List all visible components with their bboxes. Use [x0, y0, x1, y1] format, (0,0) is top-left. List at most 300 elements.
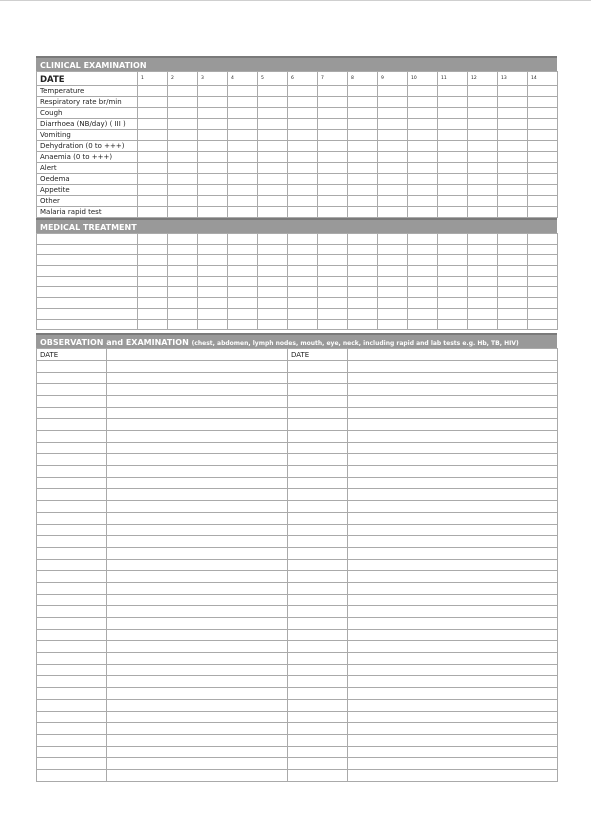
treatment-entry-cell[interactable] [528, 234, 558, 245]
treatment-entry-cell[interactable] [438, 298, 468, 309]
clinical-entry-cell[interactable] [138, 152, 168, 163]
observation-date-cell[interactable] [37, 758, 107, 770]
clinical-entry-cell[interactable] [288, 185, 318, 196]
treatment-name-cell[interactable] [37, 308, 138, 319]
observation-notes-cell[interactable] [107, 512, 288, 524]
treatment-entry-cell[interactable] [498, 319, 528, 330]
treatment-entry-cell[interactable] [348, 266, 378, 277]
treatment-entry-cell[interactable] [498, 308, 528, 319]
clinical-entry-cell[interactable] [198, 163, 228, 174]
treatment-entry-cell[interactable] [498, 298, 528, 309]
observation-date-cell[interactable] [288, 431, 348, 443]
observation-date-cell[interactable] [288, 524, 348, 536]
treatment-entry-cell[interactable] [288, 319, 318, 330]
clinical-entry-cell[interactable] [528, 108, 558, 119]
observation-notes-cell[interactable] [107, 582, 288, 594]
treatment-entry-cell[interactable] [168, 287, 198, 298]
clinical-entry-cell[interactable] [528, 163, 558, 174]
clinical-entry-cell[interactable] [408, 97, 438, 108]
treatment-entry-cell[interactable] [318, 244, 348, 255]
clinical-entry-cell[interactable] [228, 130, 258, 141]
observation-date-cell[interactable] [288, 653, 348, 665]
treatment-entry-cell[interactable] [258, 287, 288, 298]
treatment-entry-cell[interactable] [198, 244, 228, 255]
treatment-entry-cell[interactable] [228, 308, 258, 319]
observation-notes-cell[interactable] [107, 372, 288, 384]
treatment-entry-cell[interactable] [528, 244, 558, 255]
treatment-entry-cell[interactable] [258, 244, 288, 255]
observation-date-cell[interactable] [288, 746, 348, 758]
clinical-entry-cell[interactable] [168, 130, 198, 141]
observation-date-cell[interactable] [288, 501, 348, 513]
clinical-entry-cell[interactable] [348, 119, 378, 130]
clinical-entry-cell[interactable] [318, 185, 348, 196]
clinical-entry-cell[interactable] [498, 86, 528, 97]
clinical-entry-cell[interactable] [198, 108, 228, 119]
clinical-entry-cell[interactable] [468, 130, 498, 141]
treatment-entry-cell[interactable] [288, 308, 318, 319]
treatment-entry-cell[interactable] [288, 234, 318, 245]
clinical-entry-cell[interactable] [438, 108, 468, 119]
treatment-entry-cell[interactable] [228, 319, 258, 330]
observation-notes-cell[interactable] [107, 746, 288, 758]
treatment-entry-cell[interactable] [168, 319, 198, 330]
treatment-entry-cell[interactable] [228, 276, 258, 287]
observation-notes-cell[interactable] [348, 629, 558, 641]
clinical-entry-cell[interactable] [348, 97, 378, 108]
treatment-entry-cell[interactable] [318, 255, 348, 266]
treatment-entry-cell[interactable] [438, 308, 468, 319]
clinical-entry-cell[interactable] [318, 207, 348, 218]
treatment-entry-cell[interactable] [408, 255, 438, 266]
clinical-entry-cell[interactable] [288, 141, 318, 152]
clinical-entry-cell[interactable] [168, 196, 198, 207]
treatment-entry-cell[interactable] [198, 287, 228, 298]
observation-date-cell[interactable] [37, 524, 107, 536]
clinical-entry-cell[interactable] [528, 185, 558, 196]
clinical-entry-cell[interactable] [378, 119, 408, 130]
clinical-entry-cell[interactable] [168, 86, 198, 97]
treatment-entry-cell[interactable] [288, 255, 318, 266]
clinical-entry-cell[interactable] [348, 185, 378, 196]
observation-date-cell[interactable] [37, 769, 107, 781]
observation-notes-cell[interactable] [107, 419, 288, 431]
clinical-entry-cell[interactable] [168, 152, 198, 163]
observation-notes-cell[interactable] [348, 477, 558, 489]
observation-notes-cell[interactable] [348, 641, 558, 653]
treatment-name-cell[interactable] [37, 298, 138, 309]
clinical-entry-cell[interactable] [468, 86, 498, 97]
clinical-entry-cell[interactable] [438, 130, 468, 141]
clinical-entry-cell[interactable] [168, 108, 198, 119]
clinical-entry-cell[interactable] [288, 97, 318, 108]
observation-date-cell[interactable] [288, 734, 348, 746]
treatment-entry-cell[interactable] [138, 255, 168, 266]
treatment-entry-cell[interactable] [378, 234, 408, 245]
treatment-entry-cell[interactable] [198, 276, 228, 287]
observation-date-cell[interactable] [37, 571, 107, 583]
observation-notes-cell[interactable] [348, 512, 558, 524]
treatment-entry-cell[interactable] [288, 276, 318, 287]
clinical-entry-cell[interactable] [468, 185, 498, 196]
observation-date-cell[interactable] [288, 395, 348, 407]
clinical-entry-cell[interactable] [168, 185, 198, 196]
clinical-entry-cell[interactable] [258, 174, 288, 185]
observation-date-cell[interactable] [288, 769, 348, 781]
treatment-entry-cell[interactable] [318, 266, 348, 277]
treatment-entry-cell[interactable] [348, 298, 378, 309]
observation-date-cell[interactable] [288, 407, 348, 419]
observation-notes-cell[interactable] [348, 524, 558, 536]
observation-date-cell[interactable] [288, 360, 348, 372]
clinical-entry-cell[interactable] [288, 163, 318, 174]
clinical-entry-cell[interactable] [348, 108, 378, 119]
observation-notes-cell[interactable] [348, 349, 558, 361]
observation-date-cell[interactable] [37, 360, 107, 372]
treatment-entry-cell[interactable] [348, 319, 378, 330]
treatment-entry-cell[interactable] [438, 244, 468, 255]
observation-notes-cell[interactable] [107, 349, 288, 361]
observation-date-cell[interactable] [288, 454, 348, 466]
treatment-entry-cell[interactable] [258, 298, 288, 309]
observation-notes-cell[interactable] [348, 688, 558, 700]
clinical-entry-cell[interactable] [258, 152, 288, 163]
observation-notes-cell[interactable] [348, 501, 558, 513]
clinical-entry-cell[interactable] [288, 86, 318, 97]
treatment-entry-cell[interactable] [528, 255, 558, 266]
clinical-entry-cell[interactable] [468, 163, 498, 174]
treatment-entry-cell[interactable] [528, 266, 558, 277]
clinical-entry-cell[interactable] [288, 152, 318, 163]
observation-notes-cell[interactable] [107, 360, 288, 372]
treatment-entry-cell[interactable] [318, 319, 348, 330]
observation-date-cell[interactable] [37, 688, 107, 700]
observation-date-cell[interactable] [37, 547, 107, 559]
treatment-name-cell[interactable] [37, 255, 138, 266]
clinical-entry-cell[interactable] [348, 196, 378, 207]
clinical-entry-cell[interactable] [168, 163, 198, 174]
treatment-name-cell[interactable] [37, 287, 138, 298]
clinical-entry-cell[interactable] [228, 163, 258, 174]
clinical-entry-cell[interactable] [198, 152, 228, 163]
observation-date-cell[interactable] [37, 734, 107, 746]
clinical-entry-cell[interactable] [378, 108, 408, 119]
observation-notes-cell[interactable] [107, 559, 288, 571]
observation-notes-cell[interactable] [107, 723, 288, 735]
treatment-entry-cell[interactable] [198, 266, 228, 277]
clinical-entry-cell[interactable] [198, 141, 228, 152]
clinical-entry-cell[interactable] [528, 174, 558, 185]
observation-date-cell[interactable] [288, 676, 348, 688]
observation-date-cell[interactable] [288, 372, 348, 384]
observation-date-cell[interactable] [288, 711, 348, 723]
observation-notes-cell[interactable] [107, 653, 288, 665]
treatment-entry-cell[interactable] [228, 234, 258, 245]
clinical-entry-cell[interactable] [438, 152, 468, 163]
observation-notes-cell[interactable] [107, 489, 288, 501]
observation-date-cell[interactable] [288, 641, 348, 653]
clinical-entry-cell[interactable] [408, 163, 438, 174]
observation-date-cell[interactable] [288, 536, 348, 548]
clinical-entry-cell[interactable] [168, 207, 198, 218]
clinical-entry-cell[interactable] [258, 141, 288, 152]
observation-date-cell[interactable] [288, 664, 348, 676]
treatment-entry-cell[interactable] [318, 234, 348, 245]
clinical-entry-cell[interactable] [378, 174, 408, 185]
treatment-name-cell[interactable] [37, 276, 138, 287]
treatment-entry-cell[interactable] [498, 266, 528, 277]
observation-date-cell[interactable] [37, 606, 107, 618]
clinical-entry-cell[interactable] [228, 141, 258, 152]
clinical-entry-cell[interactable] [468, 119, 498, 130]
clinical-entry-cell[interactable] [378, 130, 408, 141]
treatment-entry-cell[interactable] [198, 234, 228, 245]
treatment-entry-cell[interactable] [468, 255, 498, 266]
clinical-entry-cell[interactable] [258, 97, 288, 108]
clinical-entry-cell[interactable] [468, 174, 498, 185]
treatment-entry-cell[interactable] [258, 234, 288, 245]
observation-notes-cell[interactable] [107, 676, 288, 688]
clinical-entry-cell[interactable] [228, 174, 258, 185]
clinical-entry-cell[interactable] [228, 196, 258, 207]
clinical-entry-cell[interactable] [468, 196, 498, 207]
clinical-entry-cell[interactable] [378, 97, 408, 108]
observation-notes-cell[interactable] [107, 395, 288, 407]
observation-notes-cell[interactable] [107, 571, 288, 583]
clinical-entry-cell[interactable] [318, 163, 348, 174]
treatment-entry-cell[interactable] [288, 298, 318, 309]
treatment-entry-cell[interactable] [408, 287, 438, 298]
treatment-entry-cell[interactable] [168, 276, 198, 287]
observation-date-cell[interactable] [288, 629, 348, 641]
clinical-entry-cell[interactable] [288, 196, 318, 207]
clinical-entry-cell[interactable] [318, 141, 348, 152]
clinical-entry-cell[interactable] [528, 97, 558, 108]
treatment-entry-cell[interactable] [198, 255, 228, 266]
treatment-name-cell[interactable] [37, 266, 138, 277]
clinical-entry-cell[interactable] [498, 185, 528, 196]
clinical-entry-cell[interactable] [438, 163, 468, 174]
clinical-entry-cell[interactable] [258, 108, 288, 119]
treatment-entry-cell[interactable] [438, 234, 468, 245]
treatment-entry-cell[interactable] [228, 287, 258, 298]
observation-date-cell[interactable] [37, 618, 107, 630]
treatment-entry-cell[interactable] [498, 255, 528, 266]
treatment-entry-cell[interactable] [408, 276, 438, 287]
clinical-entry-cell[interactable] [438, 86, 468, 97]
clinical-entry-cell[interactable] [348, 86, 378, 97]
clinical-entry-cell[interactable] [438, 141, 468, 152]
treatment-entry-cell[interactable] [228, 255, 258, 266]
observation-date-cell[interactable] [37, 711, 107, 723]
observation-notes-cell[interactable] [348, 699, 558, 711]
observation-notes-cell[interactable] [348, 419, 558, 431]
observation-notes-cell[interactable] [107, 688, 288, 700]
clinical-entry-cell[interactable] [378, 152, 408, 163]
observation-date-cell[interactable] [37, 629, 107, 641]
clinical-entry-cell[interactable] [498, 130, 528, 141]
observation-date-cell[interactable] [288, 442, 348, 454]
observation-date-cell[interactable] [37, 582, 107, 594]
treatment-entry-cell[interactable] [378, 276, 408, 287]
observation-date-cell[interactable] [288, 582, 348, 594]
treatment-entry-cell[interactable] [258, 255, 288, 266]
observation-notes-cell[interactable] [348, 618, 558, 630]
clinical-entry-cell[interactable] [288, 174, 318, 185]
clinical-entry-cell[interactable] [168, 141, 198, 152]
observation-date-cell[interactable] [288, 419, 348, 431]
treatment-entry-cell[interactable] [348, 287, 378, 298]
clinical-entry-cell[interactable] [138, 163, 168, 174]
treatment-entry-cell[interactable] [408, 298, 438, 309]
observation-notes-cell[interactable] [348, 559, 558, 571]
observation-notes-cell[interactable] [107, 664, 288, 676]
treatment-entry-cell[interactable] [138, 287, 168, 298]
treatment-entry-cell[interactable] [528, 298, 558, 309]
clinical-entry-cell[interactable] [408, 152, 438, 163]
observation-notes-cell[interactable] [107, 769, 288, 781]
observation-notes-cell[interactable] [348, 395, 558, 407]
clinical-entry-cell[interactable] [318, 152, 348, 163]
observation-date-cell[interactable] [37, 664, 107, 676]
clinical-entry-cell[interactable] [528, 196, 558, 207]
clinical-entry-cell[interactable] [198, 97, 228, 108]
observation-notes-cell[interactable] [348, 384, 558, 396]
observation-notes-cell[interactable] [348, 758, 558, 770]
clinical-entry-cell[interactable] [228, 97, 258, 108]
treatment-entry-cell[interactable] [138, 266, 168, 277]
clinical-entry-cell[interactable] [498, 119, 528, 130]
treatment-name-cell[interactable] [37, 234, 138, 245]
clinical-entry-cell[interactable] [228, 207, 258, 218]
clinical-entry-cell[interactable] [228, 108, 258, 119]
treatment-entry-cell[interactable] [258, 319, 288, 330]
treatment-entry-cell[interactable] [258, 266, 288, 277]
clinical-entry-cell[interactable] [498, 163, 528, 174]
treatment-entry-cell[interactable] [378, 255, 408, 266]
clinical-entry-cell[interactable] [498, 97, 528, 108]
treatment-entry-cell[interactable] [528, 276, 558, 287]
treatment-entry-cell[interactable] [348, 244, 378, 255]
clinical-entry-cell[interactable] [198, 130, 228, 141]
observation-notes-cell[interactable] [348, 582, 558, 594]
clinical-entry-cell[interactable] [168, 174, 198, 185]
treatment-entry-cell[interactable] [288, 287, 318, 298]
observation-date-cell[interactable] [37, 442, 107, 454]
clinical-entry-cell[interactable] [138, 174, 168, 185]
observation-date-cell[interactable] [288, 547, 348, 559]
observation-notes-cell[interactable] [348, 606, 558, 618]
clinical-entry-cell[interactable] [138, 130, 168, 141]
treatment-entry-cell[interactable] [528, 308, 558, 319]
clinical-entry-cell[interactable] [348, 163, 378, 174]
observation-notes-cell[interactable] [107, 536, 288, 548]
clinical-entry-cell[interactable] [408, 141, 438, 152]
treatment-entry-cell[interactable] [498, 244, 528, 255]
clinical-entry-cell[interactable] [258, 163, 288, 174]
treatment-entry-cell[interactable] [288, 244, 318, 255]
treatment-entry-cell[interactable] [408, 234, 438, 245]
clinical-entry-cell[interactable] [258, 130, 288, 141]
treatment-entry-cell[interactable] [378, 308, 408, 319]
observation-notes-cell[interactable] [107, 524, 288, 536]
observation-notes-cell[interactable] [107, 501, 288, 513]
observation-notes-cell[interactable] [107, 466, 288, 478]
treatment-entry-cell[interactable] [258, 308, 288, 319]
clinical-entry-cell[interactable] [468, 152, 498, 163]
observation-notes-cell[interactable] [348, 723, 558, 735]
treatment-entry-cell[interactable] [438, 276, 468, 287]
clinical-entry-cell[interactable] [408, 196, 438, 207]
clinical-entry-cell[interactable] [498, 108, 528, 119]
treatment-entry-cell[interactable] [168, 308, 198, 319]
observation-notes-cell[interactable] [348, 746, 558, 758]
treatment-entry-cell[interactable] [198, 319, 228, 330]
observation-notes-cell[interactable] [348, 734, 558, 746]
observation-date-cell[interactable] [288, 618, 348, 630]
observation-notes-cell[interactable] [348, 489, 558, 501]
observation-date-cell[interactable] [288, 512, 348, 524]
treatment-entry-cell[interactable] [408, 319, 438, 330]
observation-notes-cell[interactable] [107, 454, 288, 466]
clinical-entry-cell[interactable] [408, 108, 438, 119]
treatment-entry-cell[interactable] [138, 308, 168, 319]
clinical-entry-cell[interactable] [288, 119, 318, 130]
clinical-entry-cell[interactable] [138, 108, 168, 119]
clinical-entry-cell[interactable] [228, 185, 258, 196]
treatment-entry-cell[interactable] [228, 244, 258, 255]
treatment-entry-cell[interactable] [168, 255, 198, 266]
clinical-entry-cell[interactable] [138, 97, 168, 108]
clinical-entry-cell[interactable] [138, 141, 168, 152]
clinical-entry-cell[interactable] [408, 207, 438, 218]
clinical-entry-cell[interactable] [228, 86, 258, 97]
treatment-entry-cell[interactable] [228, 298, 258, 309]
treatment-entry-cell[interactable] [318, 276, 348, 287]
clinical-entry-cell[interactable] [528, 119, 558, 130]
observation-notes-cell[interactable] [107, 547, 288, 559]
treatment-entry-cell[interactable] [378, 287, 408, 298]
clinical-entry-cell[interactable] [318, 86, 348, 97]
clinical-entry-cell[interactable] [138, 196, 168, 207]
treatment-entry-cell[interactable] [348, 276, 378, 287]
clinical-entry-cell[interactable] [378, 141, 408, 152]
clinical-entry-cell[interactable] [468, 108, 498, 119]
treatment-entry-cell[interactable] [198, 308, 228, 319]
clinical-entry-cell[interactable] [378, 163, 408, 174]
treatment-entry-cell[interactable] [348, 255, 378, 266]
treatment-entry-cell[interactable] [168, 298, 198, 309]
clinical-entry-cell[interactable] [528, 141, 558, 152]
clinical-entry-cell[interactable] [318, 196, 348, 207]
treatment-entry-cell[interactable] [468, 244, 498, 255]
treatment-entry-cell[interactable] [378, 266, 408, 277]
observation-date-cell[interactable] [37, 372, 107, 384]
clinical-entry-cell[interactable] [378, 196, 408, 207]
treatment-entry-cell[interactable] [138, 234, 168, 245]
treatment-entry-cell[interactable] [318, 308, 348, 319]
treatment-entry-cell[interactable] [168, 244, 198, 255]
clinical-entry-cell[interactable] [348, 141, 378, 152]
observation-date-cell[interactable] [37, 676, 107, 688]
observation-notes-cell[interactable] [348, 547, 558, 559]
treatment-entry-cell[interactable] [138, 244, 168, 255]
observation-notes-cell[interactable] [348, 536, 558, 548]
observation-date-cell[interactable] [37, 489, 107, 501]
treatment-entry-cell[interactable] [138, 319, 168, 330]
observation-date-cell[interactable] [288, 559, 348, 571]
clinical-entry-cell[interactable] [378, 86, 408, 97]
